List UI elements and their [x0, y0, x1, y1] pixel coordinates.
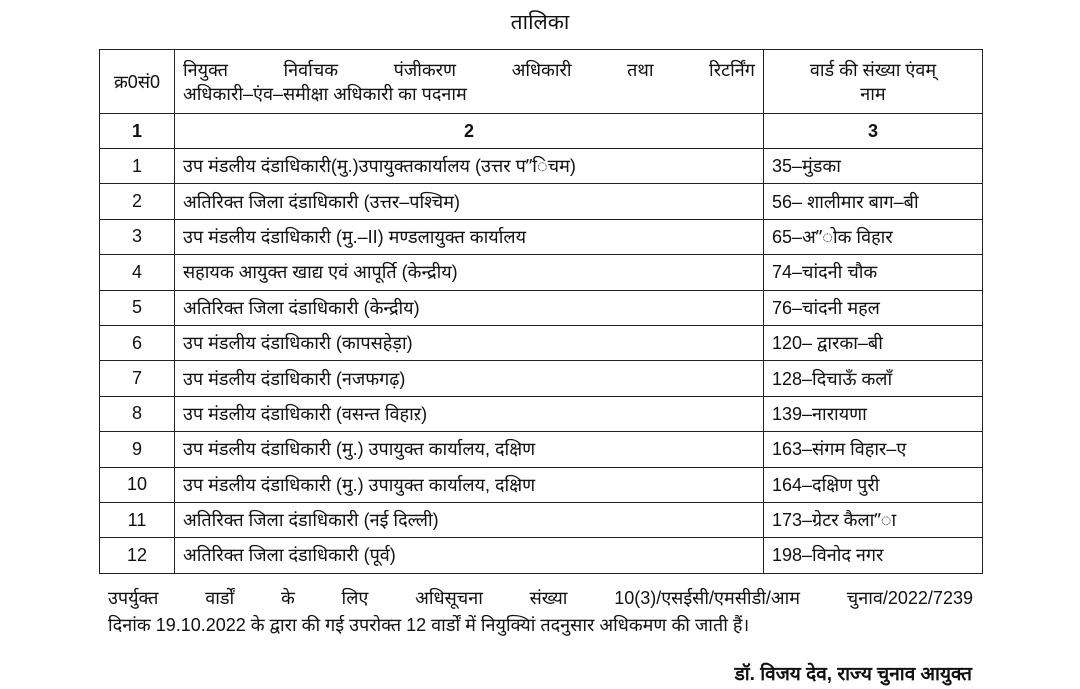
header-designation: [175, 50, 764, 114]
designation-cell: अतिरिक्त जिला दंडाधिकारी (उत्तर–पश्चिम): [175, 184, 764, 219]
designation-cell: उप मंडलीय दंडाधिकारी(मु.)उपायुक्तकार्यालय (उत्तर प”िचम): [175, 149, 764, 184]
note-word: अधिसूचना: [415, 588, 483, 608]
header-designation-line1: [183, 58, 755, 82]
designation-cell: उप मंडलीय दंडाधिकारी (मु.–II) मण्डलायुक्त कार्यालय: [175, 219, 764, 254]
table-row: [100, 325, 983, 360]
ward-cell: 65–अ”ोक विहार: [764, 219, 983, 254]
note-word: वार्डों: [205, 588, 235, 608]
column-number-row: [100, 114, 983, 149]
designation-cell: उप मंडलीय दंडाधिकारी (मु.) उपायुक्त कार्यालय, दक्षिण: [175, 432, 764, 467]
ward-cell: 139–नारायणा: [764, 396, 983, 431]
header-word: नियुक्त: [183, 59, 228, 80]
serial-cell: 8: [100, 396, 175, 431]
header-serial: क्र0सं0: [100, 50, 175, 114]
document-title: तालिका: [510, 11, 570, 34]
ward-cell: 164–दक्षिण पुरी: [764, 467, 983, 502]
designation-cell: सहायक आयुक्त खाद्य एवं आपूर्ति (केन्द्रीय): [175, 255, 764, 290]
note-line1: [108, 585, 973, 612]
header-word: रिटर्निंग: [709, 59, 755, 80]
note-line2: दिनांक 19.10.2022 के द्वारा की गई उपरोक्त 12 वार्डों में नियुक्यिां तदनुसार अधिकमण की जाती हैं।: [108, 615, 750, 635]
note-word: संख्या: [529, 588, 568, 608]
ward-cell: 56– शालीमार बाग–बी: [764, 184, 983, 219]
header-word: पंजीकरण: [393, 59, 457, 80]
table-row: [100, 396, 983, 431]
header-ward-line2: नाम: [860, 83, 886, 104]
header-ward-line1: वार्ड की संख्या एंवम्: [809, 59, 937, 80]
signature: डॉ. विजय देव, राज्य चुनाव आयुक्त: [734, 664, 972, 685]
header-ward: [764, 50, 983, 114]
designation-cell: अतिरिक्त जिला दंडाधिकारी (पूर्व): [175, 538, 764, 573]
table-body: [100, 149, 983, 574]
table-row: [100, 361, 983, 396]
ward-cell: 128–दिचाऊँ कलाँ: [764, 361, 983, 396]
header-designation-line2: अधिकारी–एंव–समीक्षा अधिकारी का पदनाम: [183, 83, 467, 104]
ward-cell: 76–चांदनी महल: [764, 290, 983, 325]
ward-cell: 35–मुंडका: [764, 149, 983, 184]
designation-cell: अतिरिक्त जिला दंडाधिकारी (केन्द्रीय): [175, 290, 764, 325]
note-word: लिए: [341, 588, 369, 608]
note-word: के: [280, 588, 295, 608]
ward-cell: 173–ग्रेटर कैला”ा: [764, 502, 983, 537]
column-number: 1: [100, 114, 175, 149]
header-word: निर्वाचक: [283, 59, 339, 80]
column-number: 3: [764, 114, 983, 149]
note-word: उपर्युक्त: [108, 588, 159, 608]
table-row: [100, 432, 983, 467]
serial-cell: 1: [100, 149, 175, 184]
designation-cell: उप मंडलीय दंडाधिकारी (वसन्त विहाऱ): [175, 396, 764, 431]
serial-cell: 10: [100, 467, 175, 502]
ward-cell: 198–विनोद नगर: [764, 538, 983, 573]
header-word: अधिकारी: [511, 59, 572, 80]
ward-cell: 120– द्वारका–बी: [764, 325, 983, 360]
serial-cell: 2: [100, 184, 175, 219]
appointments-table: [99, 49, 983, 574]
serial-cell: 5: [100, 290, 175, 325]
serial-cell: 6: [100, 325, 175, 360]
ward-cell: 74–चांदनी चौक: [764, 255, 983, 290]
table-row: [100, 149, 983, 184]
designation-cell: उप मंडलीय दंडाधिकारी (नजफगढ़): [175, 361, 764, 396]
header-word: तथा: [627, 59, 654, 80]
serial-cell: 9: [100, 432, 175, 467]
table-row: [100, 290, 983, 325]
table-row: [100, 255, 983, 290]
notification-note: [108, 585, 973, 639]
serial-cell: 7: [100, 361, 175, 396]
table-row: [100, 502, 983, 537]
table-header-row: [100, 50, 983, 114]
serial-cell: 12: [100, 538, 175, 573]
serial-cell: 11: [100, 502, 175, 537]
note-word: 10(3)/एसईसी/एमसीडी/आम: [614, 588, 801, 608]
table-row: [100, 538, 983, 573]
column-number: 2: [175, 114, 764, 149]
ward-cell: 163–संगम विहार–ए: [764, 432, 983, 467]
table-row: [100, 467, 983, 502]
table-row: [100, 219, 983, 254]
designation-cell: उप मंडलीय दंडाधिकारी (मु.) उपायुक्त कार्यालय, दक्षिण: [175, 467, 764, 502]
serial-cell: 3: [100, 219, 175, 254]
note-word: चुनाव/2022/7239: [846, 588, 973, 608]
table-row: [100, 184, 983, 219]
serial-cell: 4: [100, 255, 175, 290]
designation-cell: उप मंडलीय दंडाधिकारी (कापसहेड़ा): [175, 325, 764, 360]
designation-cell: अतिरिक्त जिला दंडाधिकारी (नई दिल्ली): [175, 502, 764, 537]
